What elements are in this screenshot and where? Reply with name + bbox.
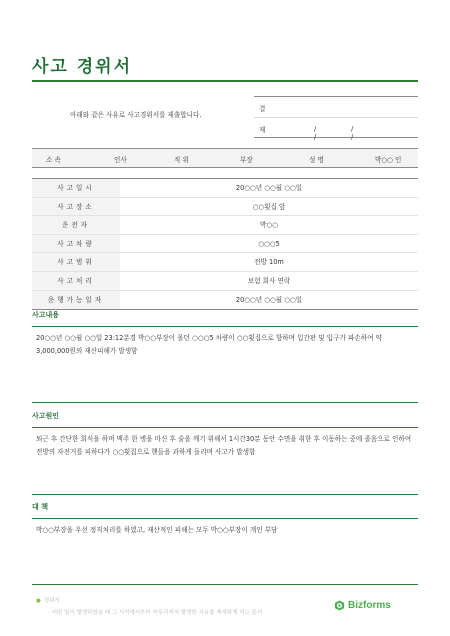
approval-slash: / <box>351 125 354 133</box>
details-value: 20○○년 ○○월 ○○일 <box>235 295 303 304</box>
section-body: 박○○부장을 우선 정직처리를 하였고, 재산적인 피해는 모두 박○○부장이 개인 부담 <box>32 519 418 585</box>
approval-box <box>254 96 418 141</box>
details-label: 운행가능일자 <box>32 291 120 310</box>
section-cause <box>32 411 418 495</box>
intro-text: 아래와 같은 사유로 사고경위서를 제출합니다. <box>70 111 202 119</box>
details-row-accident-place <box>32 198 418 217</box>
bullet-icon: ● <box>36 598 41 604</box>
bizforms-logo-icon <box>334 600 345 611</box>
section-heading: 사고내용 <box>32 311 60 319</box>
details-value: 전방 10m <box>254 258 284 267</box>
details-row-handling <box>32 272 418 291</box>
dept-label: 소 속 <box>46 156 61 164</box>
details-label: 사고장소 <box>32 198 120 216</box>
details-row-driver <box>32 216 418 235</box>
details-row-range <box>32 253 418 272</box>
details-value: 20○○년 ○○월 ○○일 <box>235 184 303 192</box>
section-content <box>32 310 418 403</box>
name-label: 성 명 <box>309 156 324 164</box>
brand-name: Bizforms <box>348 600 391 611</box>
approval-label-top: 결 <box>259 105 266 113</box>
brand-logo <box>334 600 391 611</box>
info-row <box>32 148 418 168</box>
details-row-available-date <box>32 291 418 310</box>
title-divider <box>32 80 418 82</box>
intro-block <box>32 96 418 141</box>
details-label: 운전자 <box>32 216 120 234</box>
position-value: 부장 <box>240 156 253 164</box>
details-table <box>32 178 418 310</box>
details-value: ○○횟집 앞 <box>252 202 286 211</box>
footer-title: 경위서 <box>43 598 60 604</box>
footer-desc: - 어떤 일이 발생하였을 때 그 시작에서부터 마무리까지 발생한 사유를 제세하게 적는 문서 <box>48 610 263 616</box>
details-row-accident-date <box>32 179 418 198</box>
dept-value: 인사 <box>114 156 127 164</box>
approval-slash: / <box>314 133 317 141</box>
footer-title-line <box>36 596 262 604</box>
details-label: 사고차량 <box>32 235 120 253</box>
footer-note <box>36 596 262 616</box>
approval-slashes <box>314 125 418 141</box>
approval-slash: / <box>314 125 317 133</box>
details-value: 보험 회사 연락 <box>247 276 291 285</box>
approval-row-bottom <box>254 118 418 139</box>
section-measures <box>32 502 418 585</box>
section-heading: 사고원인 <box>32 412 60 420</box>
approval-row-top <box>254 97 418 118</box>
details-value: ○○○5 <box>258 239 280 248</box>
approval-label-bottom: 재 <box>259 126 266 134</box>
details-value: 박○○ <box>260 221 278 230</box>
document-title: 사고 경위서 <box>32 57 133 77</box>
approval-slash: / <box>351 133 354 141</box>
details-row-vehicle <box>32 235 418 254</box>
position-label: 직 위 <box>174 156 189 164</box>
section-body: 퇴근 후 간단한 회식을 하며 맥주 한 병을 마신 후 술을 깨기 위해서 1시간30분 동안 수면을 취한 후 이동하는 중에 졸음으로 인하여 전방의 자전거를 피하다가 ○○횟집으로 핸들을 과하게 돌리며 사고가 발생함 <box>32 428 418 495</box>
details-label: 사고처리 <box>32 272 120 290</box>
section-body: 20○○년 ○○월 ○○일 23:12분경 박○○부장이 몰던 ○○○5 차량이 ○○횟집으로 향하며 입간판 및 입구가 파손하여 약 3,000,000원의 재산피해가 발생함 <box>32 327 418 403</box>
name-value: 박○○ 인 <box>375 156 402 164</box>
details-label: 사고범위 <box>32 253 120 271</box>
details-label: 사고일시 <box>32 179 120 197</box>
section-heading: 대 책 <box>32 503 48 511</box>
